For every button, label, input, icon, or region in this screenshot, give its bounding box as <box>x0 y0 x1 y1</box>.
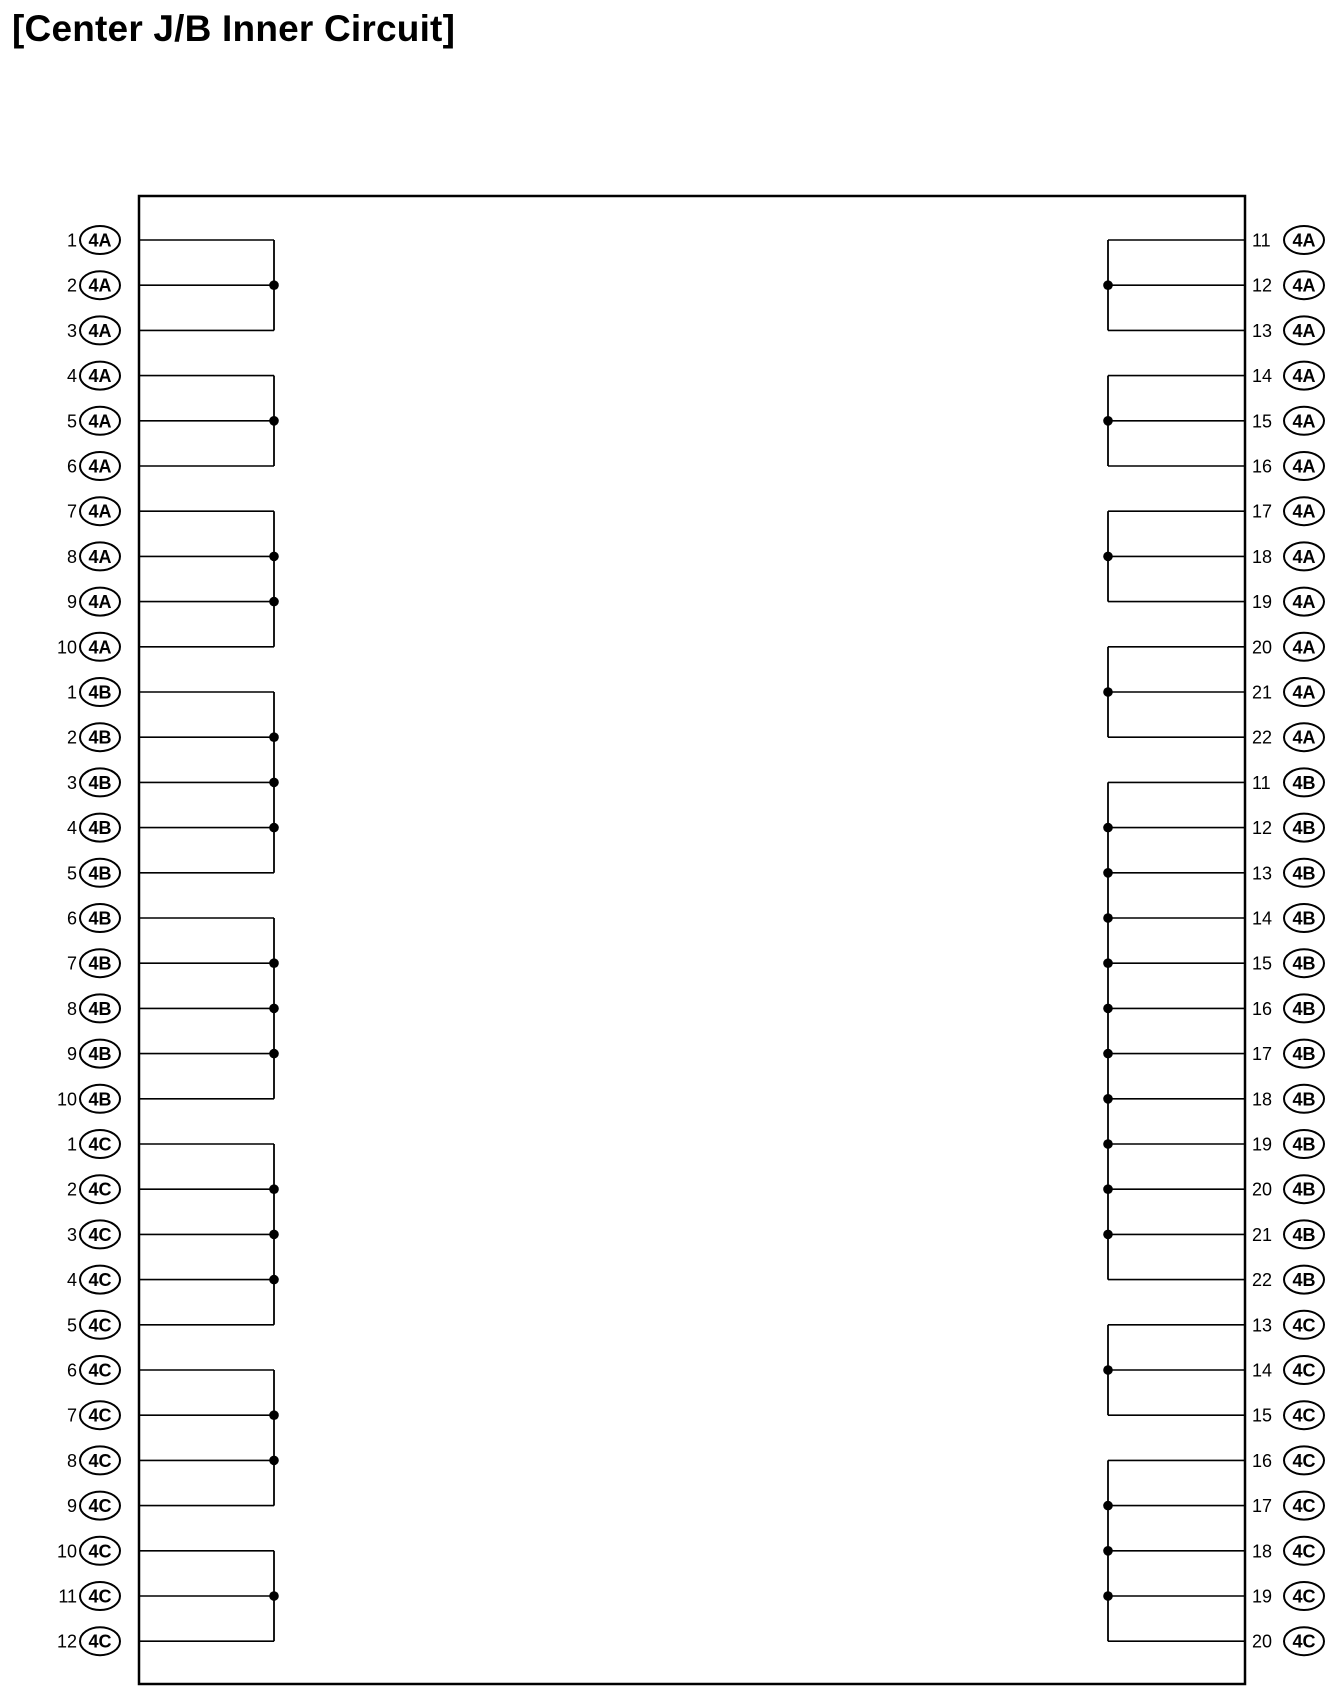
pin-number: 1 <box>66 682 77 703</box>
pin-number: 7 <box>66 501 77 522</box>
left-splice-dot <box>269 1184 279 1194</box>
left-splice-dot <box>269 597 279 607</box>
pin-number: 21 <box>1252 682 1273 703</box>
pin-number: 14 <box>1252 908 1273 929</box>
right-pin-29 <box>1252 1492 1324 1520</box>
pin-number: 16 <box>1252 998 1273 1019</box>
connector-code: 4B <box>88 998 112 1019</box>
right-pin-18 <box>1252 994 1324 1022</box>
right-pin-26 <box>1252 1356 1324 1384</box>
right-pin-3 <box>1252 316 1324 344</box>
left-pin-24 <box>67 1266 120 1294</box>
pin-number: 7 <box>66 1405 77 1426</box>
right-splice-dot <box>1103 1501 1113 1511</box>
connector-code: 4C <box>88 1541 112 1562</box>
left-splice-dot <box>269 1230 279 1240</box>
connector-code: 4A <box>88 592 112 613</box>
left-pin-21 <box>67 1130 120 1158</box>
pin-number: 13 <box>1252 320 1273 341</box>
connector-code: 4A <box>88 637 112 658</box>
right-pin-5 <box>1252 407 1324 435</box>
pin-number: 10 <box>56 1089 77 1110</box>
left-pin-32 <box>57 1627 120 1655</box>
left-splice-dot <box>269 1049 279 1059</box>
pin-number: 6 <box>66 1360 77 1381</box>
left-pin-12 <box>67 723 120 751</box>
connector-code: 4B <box>1292 953 1316 974</box>
pin-number: 11 <box>58 1586 77 1607</box>
connector-code: 4C <box>88 1405 112 1426</box>
connector-code: 4C <box>1292 1405 1316 1426</box>
connector-code: 4B <box>1292 998 1316 1019</box>
right-splice-dot <box>1103 1094 1113 1104</box>
pin-number: 10 <box>56 637 77 658</box>
right-splice-dot <box>1103 1546 1113 1556</box>
pin-number: 19 <box>1252 592 1273 613</box>
pin-number: 21 <box>1252 1224 1273 1245</box>
connector-code: 4B <box>1292 1224 1316 1245</box>
pin-number: 6 <box>66 908 77 929</box>
right-pin-22 <box>1252 1175 1324 1203</box>
left-pin-20 <box>57 1085 120 1113</box>
right-pin-30 <box>1252 1537 1324 1565</box>
connector-code: 4A <box>1292 230 1316 251</box>
pin-number: 5 <box>66 411 77 432</box>
right-pin-17 <box>1252 949 1324 977</box>
pin-number: 7 <box>66 953 77 974</box>
connector-code: 4C <box>88 1450 112 1471</box>
pin-number: 4 <box>66 1270 77 1291</box>
left-pin-5 <box>67 407 120 435</box>
connector-code: 4C <box>88 1224 112 1245</box>
connector-code: 4A <box>1292 592 1316 613</box>
left-pin-26 <box>67 1356 120 1384</box>
connector-code: 4A <box>1292 501 1316 522</box>
left-splice-dot <box>269 1591 279 1601</box>
right-pin-20 <box>1252 1085 1324 1113</box>
connector-code: 4B <box>88 1044 112 1065</box>
connector-code: 4B <box>88 863 112 884</box>
right-pin-4 <box>1252 362 1324 390</box>
left-pin-22 <box>67 1175 120 1203</box>
connector-code: 4B <box>1292 1134 1316 1155</box>
pin-number: 10 <box>56 1541 77 1562</box>
left-pin-13 <box>67 768 120 796</box>
connector-code: 4C <box>1292 1450 1316 1471</box>
connector-code: 4C <box>1292 1631 1316 1652</box>
left-pin-4 <box>67 362 120 390</box>
pin-number: 15 <box>1252 411 1273 432</box>
connector-code: 4C <box>88 1496 112 1517</box>
pin-number: 20 <box>1252 637 1273 658</box>
junction-block-outline <box>139 196 1245 1684</box>
pin-number: 5 <box>66 863 77 884</box>
right-splice-dot <box>1103 913 1113 923</box>
connector-code: 4A <box>1292 727 1316 748</box>
connector-code: 4A <box>88 275 112 296</box>
pin-number: 22 <box>1252 727 1273 748</box>
connector-code: 4C <box>1292 1360 1316 1381</box>
right-splice-dot <box>1103 416 1113 426</box>
connector-code: 4B <box>1292 1270 1316 1291</box>
pin-number: 12 <box>56 1631 77 1652</box>
left-splice-dot <box>269 1456 279 1466</box>
pin-number: 22 <box>1252 1270 1273 1291</box>
connector-code: 4B <box>1292 1089 1316 1110</box>
pin-number: 6 <box>66 456 77 477</box>
connector-code: 4A <box>1292 275 1316 296</box>
left-pin-3 <box>67 316 120 344</box>
connector-code: 4C <box>88 1134 112 1155</box>
left-pin-31 <box>58 1582 120 1610</box>
pin-number: 12 <box>1252 818 1273 839</box>
pin-number: 20 <box>1252 1631 1273 1652</box>
left-pin-29 <box>67 1492 120 1520</box>
left-pin-2 <box>67 271 120 299</box>
left-pin-28 <box>67 1446 120 1474</box>
pin-number: 11 <box>1252 772 1271 793</box>
right-pin-2 <box>1252 271 1324 299</box>
left-splice-dot <box>269 416 279 426</box>
pin-number: 17 <box>1252 1044 1273 1065</box>
connector-code: 4B <box>88 1089 112 1110</box>
left-pin-10 <box>57 633 120 661</box>
connector-code: 4A <box>1292 546 1316 567</box>
connector-code: 4B <box>88 727 112 748</box>
left-pin-17 <box>67 949 120 977</box>
pin-number: 13 <box>1252 1315 1273 1336</box>
connector-code: 4C <box>1292 1315 1316 1336</box>
pin-number: 8 <box>66 546 77 567</box>
connector-code: 4A <box>88 501 112 522</box>
right-splice-dot <box>1103 687 1113 697</box>
connector-code: 4A <box>88 366 112 387</box>
connector-code: 4A <box>88 411 112 432</box>
pin-number: 14 <box>1252 366 1273 387</box>
pin-number: 4 <box>66 366 77 387</box>
pin-number: 9 <box>66 1044 77 1065</box>
right-pin-24 <box>1252 1266 1324 1294</box>
pin-number: 20 <box>1252 1179 1273 1200</box>
connector-code: 4A <box>1292 320 1316 341</box>
right-pin-19 <box>1252 1040 1324 1068</box>
pin-number: 2 <box>66 1179 77 1200</box>
pin-number: 8 <box>66 1450 77 1471</box>
left-pin-15 <box>67 859 120 887</box>
left-splice-dot <box>269 778 279 788</box>
pin-number: 2 <box>66 727 77 748</box>
left-pin-7 <box>67 497 120 525</box>
right-pin-13 <box>1252 768 1324 796</box>
left-pin-19 <box>67 1040 120 1068</box>
left-pin-9 <box>67 588 120 616</box>
right-splice-dot <box>1103 823 1113 833</box>
right-pin-12 <box>1252 723 1324 751</box>
connector-code: 4A <box>1292 366 1316 387</box>
right-pin-31 <box>1252 1582 1324 1610</box>
left-pin-11 <box>67 678 120 706</box>
right-splice-dot <box>1103 1365 1113 1375</box>
connector-code: 4A <box>88 230 112 251</box>
pin-number: 9 <box>66 592 77 613</box>
left-splice-dot <box>269 732 279 742</box>
right-splice-dot <box>1103 958 1113 968</box>
pin-number: 3 <box>66 320 77 341</box>
right-splice-dot <box>1103 1139 1113 1149</box>
pin-number: 13 <box>1252 863 1273 884</box>
right-pin-6 <box>1252 452 1324 480</box>
pin-number: 18 <box>1252 1089 1273 1110</box>
pin-number: 8 <box>66 998 77 1019</box>
right-pin-14 <box>1252 814 1324 842</box>
left-wiring <box>139 240 279 1641</box>
connector-code: 4B <box>1292 1044 1316 1065</box>
pin-number: 18 <box>1252 1541 1273 1562</box>
left-pin-25 <box>67 1311 120 1339</box>
right-pin-7 <box>1252 497 1324 525</box>
left-pin-14 <box>67 814 120 842</box>
connector-code: 4A <box>1292 411 1316 432</box>
left-splice-dot <box>269 1004 279 1014</box>
left-pin-27 <box>67 1401 120 1429</box>
right-pin-labels <box>1252 226 1324 1655</box>
right-pin-21 <box>1252 1130 1324 1158</box>
left-splice-dot <box>269 958 279 968</box>
left-pin-23 <box>67 1220 120 1248</box>
left-splice-dot <box>269 823 279 833</box>
pin-number: 2 <box>66 275 77 296</box>
connector-code: 4B <box>88 818 112 839</box>
left-splice-dot <box>269 1275 279 1285</box>
connector-code: 4A <box>88 456 112 477</box>
right-splice-dot <box>1103 1184 1113 1194</box>
right-splice-dot <box>1103 1004 1113 1014</box>
pin-number: 15 <box>1252 953 1273 974</box>
right-pin-16 <box>1252 904 1324 932</box>
left-splice-dot <box>269 552 279 562</box>
left-pin-6 <box>67 452 120 480</box>
connector-code: 4A <box>1292 456 1316 477</box>
pin-number: 17 <box>1252 501 1273 522</box>
left-pin-18 <box>67 994 120 1022</box>
connector-code: 4B <box>88 682 112 703</box>
pin-number: 11 <box>1252 230 1271 251</box>
connector-code: 4B <box>1292 863 1316 884</box>
pin-number: 4 <box>66 818 77 839</box>
connector-code: 4A <box>1292 637 1316 658</box>
connector-code: 4B <box>1292 1179 1316 1200</box>
left-splice-dot <box>269 1410 279 1420</box>
pin-number: 3 <box>66 772 77 793</box>
pin-number: 19 <box>1252 1586 1273 1607</box>
right-pin-15 <box>1252 859 1324 887</box>
connector-code: 4C <box>88 1360 112 1381</box>
page-title: [Center J/B Inner Circuit] <box>12 8 456 49</box>
pin-number: 5 <box>66 1315 77 1336</box>
connector-code: 4C <box>1292 1496 1316 1517</box>
right-splice-dot <box>1103 280 1113 290</box>
pin-number: 3 <box>66 1224 77 1245</box>
connector-code: 4B <box>1292 818 1316 839</box>
connector-code: 4C <box>88 1270 112 1291</box>
pin-number: 14 <box>1252 1360 1273 1381</box>
right-wiring <box>1103 240 1245 1641</box>
connector-code: 4B <box>88 772 112 793</box>
left-splice-dot <box>269 280 279 290</box>
left-pin-16 <box>67 904 120 932</box>
left-pin-8 <box>67 542 120 570</box>
pin-number: 9 <box>66 1496 77 1517</box>
pin-number: 16 <box>1252 456 1273 477</box>
connector-code: 4C <box>88 1631 112 1652</box>
right-pin-23 <box>1252 1220 1324 1248</box>
connector-code: 4C <box>1292 1541 1316 1562</box>
right-splice-dot <box>1103 1591 1113 1601</box>
right-pin-27 <box>1252 1401 1324 1429</box>
pin-number: 1 <box>66 230 77 251</box>
connector-code: 4C <box>88 1315 112 1336</box>
right-pin-32 <box>1252 1627 1324 1655</box>
right-pin-8 <box>1252 542 1324 570</box>
connector-code: 4C <box>88 1586 112 1607</box>
pin-number: 1 <box>66 1134 77 1155</box>
pin-number: 19 <box>1252 1134 1273 1155</box>
left-pin-labels <box>57 226 120 1655</box>
pin-number: 16 <box>1252 1450 1273 1471</box>
right-pin-11 <box>1252 678 1324 706</box>
left-pin-1 <box>67 226 120 254</box>
connector-code: 4C <box>88 1179 112 1200</box>
connector-code: 4A <box>88 320 112 341</box>
right-pin-1 <box>1252 226 1324 254</box>
left-pin-30 <box>57 1537 120 1565</box>
right-splice-dot <box>1103 552 1113 562</box>
connector-code: 4C <box>1292 1586 1316 1607</box>
pin-number: 18 <box>1252 546 1273 567</box>
pin-number: 17 <box>1252 1496 1273 1517</box>
connector-code: 4B <box>88 953 112 974</box>
right-splice-dot <box>1103 1230 1113 1240</box>
pin-number: 12 <box>1252 275 1273 296</box>
connector-code: 4B <box>88 908 112 929</box>
connector-code: 4B <box>1292 908 1316 929</box>
connector-code: 4A <box>88 546 112 567</box>
right-splice-dot <box>1103 1049 1113 1059</box>
pin-number: 15 <box>1252 1405 1273 1426</box>
right-splice-dot <box>1103 868 1113 878</box>
connector-code: 4B <box>1292 772 1316 793</box>
right-pin-10 <box>1252 633 1324 661</box>
right-pin-25 <box>1252 1311 1324 1339</box>
connector-code: 4A <box>1292 682 1316 703</box>
right-pin-28 <box>1252 1446 1324 1474</box>
right-pin-9 <box>1252 588 1324 616</box>
